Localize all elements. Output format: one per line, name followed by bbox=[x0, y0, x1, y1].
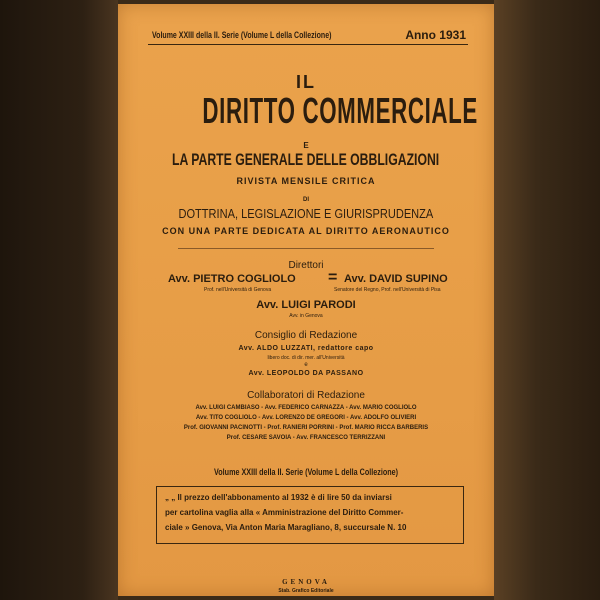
di-line: DI bbox=[303, 197, 309, 203]
consiglio-label: Consiglio di Redazione bbox=[254, 330, 358, 341]
subtitle bbox=[118, 150, 494, 170]
header-rule bbox=[148, 44, 468, 45]
editor-luzzati: Avv. ALDO LUZZATI, redattore capo bbox=[238, 345, 374, 352]
director-separator: = bbox=[328, 269, 338, 286]
publisher-city: GENOVA bbox=[282, 578, 330, 586]
collaboratori-row: Avv. TITO COGLIOLO - Avv. LORENZO DE GREGORI - Avv. ADOLFO OLIVIERI bbox=[195, 415, 417, 421]
title-conjunction: E bbox=[303, 141, 309, 150]
main-title bbox=[118, 90, 494, 132]
book-spine-left bbox=[0, 0, 118, 600]
middle-rule bbox=[178, 248, 434, 249]
main-title-text: DIRITTO COMMERCIALE bbox=[202, 90, 478, 131]
collaboratori-row: Prof. CESARE SAVOIA - Avv. FRANCESCO TERRIZZANI bbox=[226, 435, 386, 441]
collaboratori-row: Prof. GIOVANNI PACINOTTI - Prof. RANIERI PORRINI - Prof. MARIO RICCA BARBERIS bbox=[183, 425, 429, 431]
printer-name: Stab. Grafico Editoriale bbox=[278, 588, 334, 594]
director-cogliolo: Avv. PIETRO COGLIOLO bbox=[168, 273, 296, 285]
notice-line: „ „ Il prezzo dell'abbonamento al 1932 è di lire 50 da inviarsi bbox=[165, 493, 392, 502]
consiglio-conjunction: e bbox=[304, 362, 308, 368]
dottrina-text: DOTTRINA, LEGISLAZIONE E GIURISPRUDENZA bbox=[178, 206, 434, 221]
book-spine-right bbox=[494, 0, 600, 600]
footer-volume-text: Volume XXIII della II. Serie (Volume L della Collezione) bbox=[213, 467, 399, 477]
director-parodi-title: Avv. in Genova bbox=[289, 313, 323, 319]
subtitle-text: LA PARTE GENERALE DELLE OBBLIGAZIONI bbox=[172, 150, 440, 169]
collaboratori-row: Avv. LUIGI CAMBIASO - Avv. FEDERICO CARNAZZA - Avv. MARIO COGLIOLO bbox=[195, 405, 417, 411]
notice-line: ciale » Genova, Via Anton Maria Maragliano, 8, succursale N. 10 bbox=[165, 523, 407, 532]
director-parodi: Avv. LUIGI PARODI bbox=[256, 299, 356, 311]
title-page bbox=[118, 4, 494, 596]
collaboratori-label: Collaboratori di Redazione bbox=[247, 390, 365, 401]
editor-luzzati-title: libero doc. di dir. mer. all'Università bbox=[267, 355, 345, 361]
aeronautico-line: CON UNA PARTE DEDICATA AL DIRITTO AERONAUTICO bbox=[162, 226, 450, 236]
header-volume-line: Volume XXIII della II. Serie (Volume L della Collezione) bbox=[152, 30, 332, 40]
title-article: IL bbox=[296, 72, 316, 92]
direttori-label: Direttori bbox=[288, 260, 324, 271]
footer-volume-line bbox=[118, 467, 494, 477]
header-year: Anno 1931 bbox=[405, 28, 466, 42]
director-supino: Avv. DAVID SUPINO bbox=[344, 273, 448, 285]
dottrina-line bbox=[118, 206, 494, 221]
notice-line: per cartolina vaglia alla « Amministrazione del Diritto Commer- bbox=[165, 508, 404, 517]
subscription-notice bbox=[156, 486, 464, 544]
editor-passano: Avv. LEOPOLDO DA PASSANO bbox=[248, 370, 364, 377]
rivista-line: RIVISTA MENSILE CRITICA bbox=[236, 176, 376, 186]
director-supino-title: Senatore del Regno, Prof. nell'Università di Pisa bbox=[334, 287, 441, 293]
director-cogliolo-title: Prof. nell'Università di Genova bbox=[204, 287, 272, 293]
